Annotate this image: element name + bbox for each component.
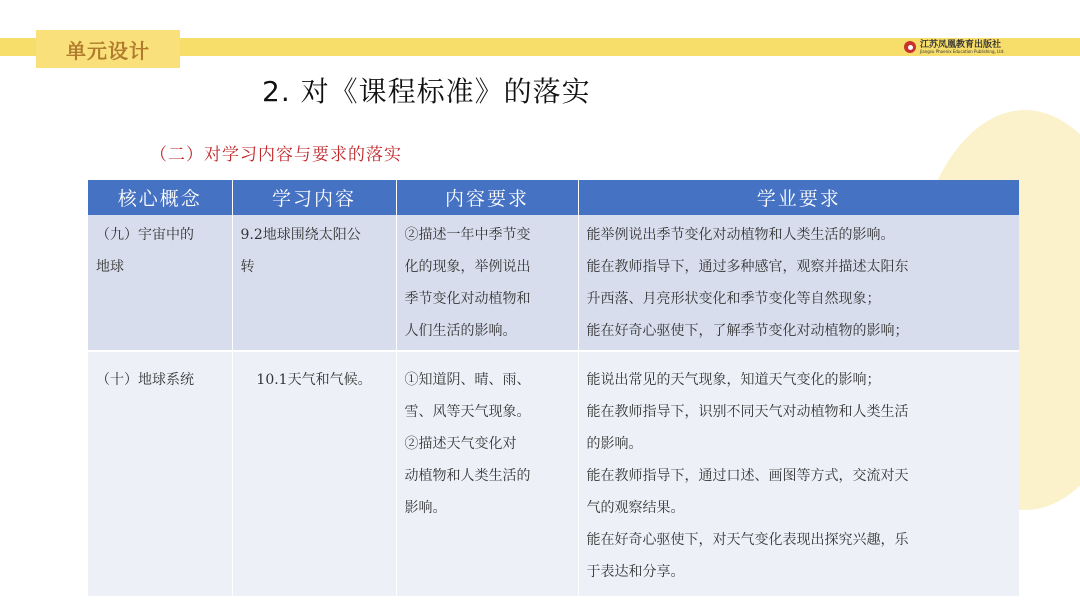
cell-line: 气的观察结果。: [586, 500, 685, 516]
cell-content: [232, 351, 396, 596]
table-header-row: [88, 180, 1019, 215]
cell-line: ②描述一年中季节变: [404, 227, 531, 243]
cell-line: 10.1天气和气候。: [256, 372, 372, 388]
publisher-emblem-icon: [904, 41, 916, 53]
cell-academic-requirement: [578, 215, 1019, 351]
cell-content-requirement: [396, 215, 578, 351]
cell-line: 能在教师指导下，通过多种感官，观察并描述太阳东: [586, 259, 909, 275]
section-subtitle: （二）对学习内容与要求的落实: [150, 145, 402, 165]
cell-academic-requirement: [578, 351, 1019, 596]
header-core-concept: 核心概念: [88, 180, 232, 215]
cell-line: 能在教师指导下，通过口述、画图等方式，交流对天: [586, 468, 909, 484]
header-learning-content: 学习内容: [232, 180, 396, 215]
page-title: 2. 对《课程标准》的落实: [262, 75, 591, 108]
header-content-requirement: 内容要求: [396, 180, 578, 215]
curriculum-table: [88, 180, 1019, 596]
cell-line: ②描述天气变化对: [404, 436, 517, 452]
section-tab: [36, 30, 180, 68]
cell-line: 能在教师指导下，识别不同天气对动植物和人类生活: [586, 404, 909, 420]
cell-line: 地球: [96, 259, 124, 275]
section-label: 单元设计: [66, 38, 150, 63]
cell-line: 动植物和人类生活的: [404, 468, 531, 484]
publisher-name: 江苏凤凰教育出版社: [920, 39, 1002, 50]
cell-line: 人们生活的影响。: [404, 323, 517, 339]
publisher-logo: [904, 38, 1005, 56]
cell-content: [232, 215, 396, 351]
cell-line: 化的现象，举例说出: [404, 259, 531, 275]
cell-line: （十）地球系统: [96, 372, 194, 388]
cell-line: 9.2地球围绕太阳公: [240, 227, 361, 243]
cell-line: （九）宇宙中的: [96, 227, 194, 243]
cell-line: 升西落、月亮形状变化和季节变化等自然现象；: [586, 291, 881, 307]
header-academic-requirement: 学业要求: [578, 180, 1019, 215]
cell-line: 的影响。: [586, 436, 643, 452]
cell-line: 能举例说出季节变化对动植物和人类生活的影响。: [586, 227, 895, 243]
cell-line: 能在好奇心驱使下，了解季节变化对动植物的影响；: [586, 323, 909, 339]
cell-line: 季节变化对动植物和: [404, 291, 531, 307]
cell-content-requirement: [396, 351, 578, 596]
cell-line: 转: [240, 259, 255, 275]
cell-line: 雪、风等天气现象。: [404, 404, 531, 420]
cell-concept: [88, 351, 232, 596]
publisher-name-en: Jiangsu Phoenix Education Publishing, Ltd.: [920, 48, 1005, 54]
cell-line: ①知道阴、晴、雨、: [404, 372, 531, 388]
cell-line: 能说出常见的天气现象，知道天气变化的影响；: [586, 372, 881, 388]
cell-line: 于表达和分享。: [586, 564, 685, 580]
cell-line: 影响。: [404, 500, 447, 516]
table-row: [88, 351, 1019, 596]
cell-line: 能在好奇心驱使下，对天气变化表现出探究兴趣，乐: [586, 532, 909, 548]
table-row: [88, 215, 1019, 351]
cell-concept: [88, 215, 232, 351]
